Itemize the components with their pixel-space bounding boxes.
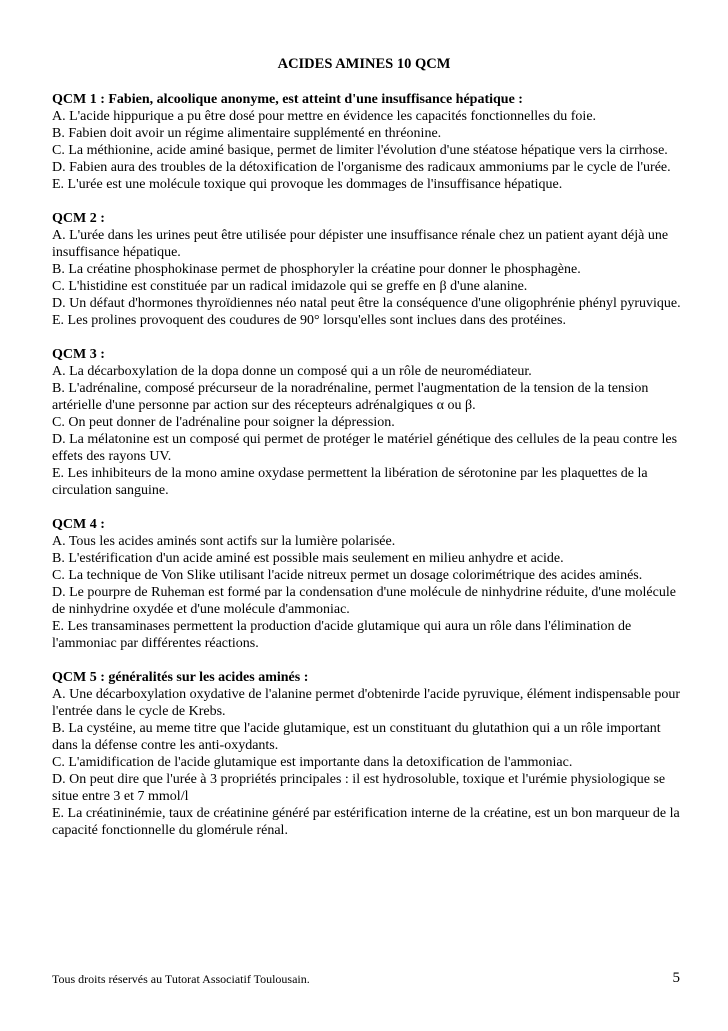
qcm-heading: QCM 3 : [52, 347, 105, 362]
footer-copyright: Tous droits réservés au Tutorat Associatif Toulousain. [52, 972, 310, 986]
qcm-item: D. On peut dire que l'urée à 3 propriétés principales : il est hydrosoluble, toxique et l'urémie physiologique se situe entre 3 et 7 mmol/l [52, 772, 666, 804]
qcm-item: E. L'urée est une molécule toxique qui provoque les dommages de l'insuffisance hépatique. [52, 177, 563, 192]
qcm-4 [52, 516, 684, 652]
qcm-item: C. La technique de Von Slike utilisant l'acide nitreux permet un dosage colorimétrique des acides aminés. [52, 568, 643, 583]
qcm-item: B. La créatine phosphokinase permet de phosphoryler la créatine pour donner le phosphagène. [52, 262, 581, 277]
page-number: 5 [672, 970, 680, 986]
qcm-item: E. Les transaminases permettent la production d'acide glutamique qui aura un rôle dans l'élimination de l'ammoniac par différentes réactions. [52, 619, 632, 651]
qcm-item: A. Une décarboxylation oxydative de l'alanine permet d'obtenirde l'acide pyruvique, élément indispensable pour l'entrée dans le cycle de Krebs. [52, 687, 681, 719]
qcm-item: D. Le pourpre de Ruheman est formé par la condensation d'une molécule de ninhydrine réduite, d'une molécule de ninhydrine oxydée et d'une molécule d'ammoniac. [52, 585, 676, 617]
qcm-heading: QCM 2 : [52, 211, 105, 226]
qcm-item: C. On peut donner de l'adrénaline pour soigner la dépression. [52, 415, 395, 430]
qcm-item: C. L'amidification de l'acide glutamique est importante dans la detoxification de l'ammoniac. [52, 755, 573, 770]
qcm-3 [52, 346, 684, 499]
qcm-heading: QCM 5 : généralités sur les acides aminés : [52, 670, 309, 685]
qcm-item: C. L'histidine est constituée par un radical imidazole qui se greffe en β d'une alanine. [52, 279, 528, 294]
qcm-item: B. La cystéine, au meme titre que l'acide glutamique, est un constituant du glutathion qui a un rôle important dans la défense contre les anti-oxydants. [52, 721, 661, 753]
qcm-item: A. L'urée dans les urines peut être utilisée pour dépister une insuffisance rénale chez un patient ayant déjà une insuffisance hépatique. [52, 228, 669, 260]
page-footer [52, 970, 684, 988]
qcm-item: B. L'adrénaline, composé précurseur de la noradrénaline, permet l'augmentation de la tension de la tension artérielle d'une personne par action sur des récepteurs adrénalgiques α ou β. [52, 381, 649, 413]
qcm-item: E. Les inhibiteurs de la mono amine oxydase permettent la libération de sérotonine par les plaquettes de la circulation sanguine. [52, 466, 648, 498]
page-title: ACIDES AMINES 10 QCM [277, 56, 451, 72]
qcm-item: C. La méthionine, acide aminé basique, permet de limiter l'évolution d'une stéatose hépatique vers la cirrhose. [52, 143, 668, 158]
qcm-item: B. Fabien doit avoir un régime alimentaire supplémenté en thréonine. [52, 126, 442, 141]
qcm-item: A. Tous les acides aminés sont actifs sur la lumière polarisée. [52, 534, 396, 549]
qcm-heading: QCM 1 : Fabien, alcoolique anonyme, est atteint d'une insuffisance hépatique : [52, 92, 523, 107]
qcm-item: E. La créatininémie, taux de créatinine généré par estérification interne de la créatine, est un bon marqueur de la capacité fonctionnelle du glomérule rénal. [52, 806, 680, 838]
qcm-2 [52, 210, 684, 329]
qcm-item: A. L'acide hippurique a pu être dosé pour mettre en évidence les capacités fonctionnelles du foie. [52, 109, 597, 124]
qcm-item: A. La décarboxylation de la dopa donne un composé qui a un rôle de neuromédiateur. [52, 364, 532, 379]
qcm-item: D. Un défaut d'hormones thyroïdiennes néo natal peut être la conséquence d'une oligophrénie phényl pyruvique. [52, 296, 681, 311]
qcm-list [52, 91, 684, 856]
qcm-item: B. L'estérification d'un acide aminé est possible mais seulement en milieu anhydre et acide. [52, 551, 564, 566]
qcm-item: D. La mélatonine est un composé qui permet de protéger le matériel génétique des cellules de la peau contre les effets des rayons UV. [52, 432, 678, 464]
qcm-1 [52, 91, 684, 193]
qcm-item: E. Les prolines provoquent des coudures de 90° lorsqu'elles sont inclues dans des protéines. [52, 313, 566, 328]
qcm-heading: QCM 4 : [52, 517, 105, 532]
qcm-5 [52, 669, 684, 839]
qcm-item: D. Fabien aura des troubles de la détoxification de l'organisme des radicaux ammoniums par le cycle de l'urée. [52, 160, 671, 175]
